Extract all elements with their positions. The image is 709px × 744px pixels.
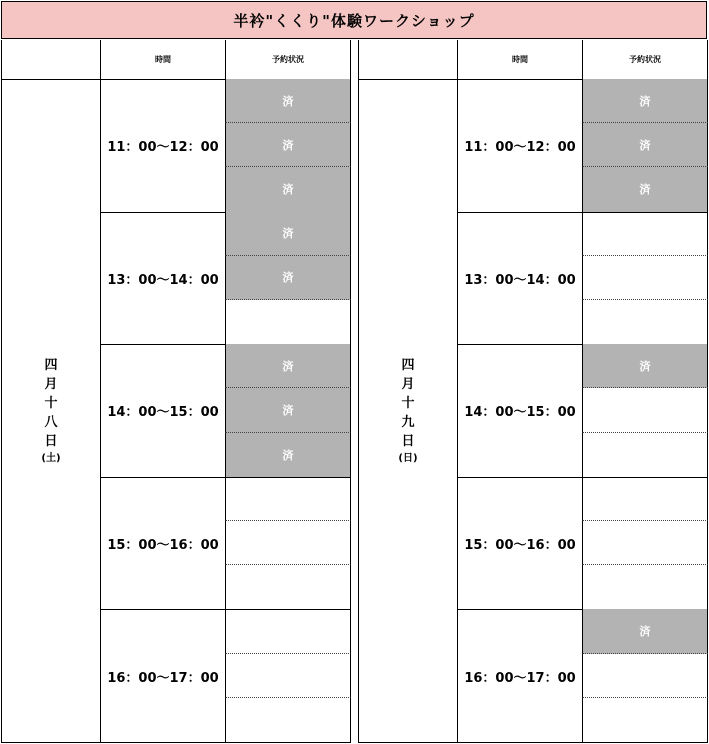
available-cell: [582, 477, 708, 521]
booked-cell: 済: [582, 79, 708, 123]
date-char: 四: [401, 357, 415, 373]
day-panel-right: [358, 40, 708, 743]
date-char: 日: [401, 433, 415, 449]
available-cell: [582, 212, 708, 256]
date-char: 四: [44, 357, 58, 373]
time-slot: 16：00〜17：00: [100, 609, 226, 743]
header-time: 時間: [100, 40, 226, 80]
available-cell: [582, 388, 708, 432]
date-char: 日: [44, 433, 58, 449]
time-slot: 14：00〜15：00: [100, 344, 226, 478]
booked-cell: 済: [225, 256, 351, 300]
header-status: 予約状況: [225, 40, 351, 80]
date-char: 九: [401, 414, 415, 430]
date-char: 十: [44, 395, 58, 411]
available-cell: [225, 521, 351, 565]
date-char: 月: [401, 376, 415, 392]
booked-cell: 済: [582, 344, 708, 388]
date-char: 月: [44, 376, 58, 392]
header-status: 予約状況: [582, 40, 708, 80]
booked-cell: 済: [225, 212, 351, 256]
booked-cell: 済: [582, 167, 708, 212]
available-cell: [225, 609, 351, 653]
booked-cell: 済: [225, 344, 351, 388]
weekday-label: (土): [41, 452, 61, 464]
booked-cell: 済: [225, 79, 351, 123]
available-cell: [582, 698, 708, 743]
booked-cell: 済: [225, 433, 351, 478]
time-slot: 13：00〜14：00: [100, 212, 226, 346]
available-cell: [582, 300, 708, 345]
booked-cell: 済: [225, 388, 351, 432]
date-label: [398, 356, 417, 467]
page-title: 半衿"くくり"体験ワークショップ: [1, 1, 707, 39]
date-cell: [1, 79, 101, 743]
time-slot: 15：00〜16：00: [100, 477, 226, 611]
header-blank-cell: [1, 40, 101, 80]
time-slot: 11：00〜12：00: [100, 79, 226, 213]
booked-cell: 済: [582, 123, 708, 167]
day-panel-left: [1, 40, 351, 743]
available-cell: [582, 256, 708, 300]
date-char: 八: [44, 414, 58, 430]
available-cell: [582, 565, 708, 610]
available-cell: [225, 698, 351, 743]
time-slot: 16：00〜17：00: [457, 609, 583, 743]
time-slot: 13：00〜14：00: [457, 212, 583, 346]
header-blank-cell: [358, 40, 458, 80]
available-cell: [582, 433, 708, 478]
available-cell: [225, 654, 351, 698]
available-cell: [225, 565, 351, 610]
booked-cell: 済: [225, 123, 351, 167]
available-cell: [225, 477, 351, 521]
available-cell: [582, 521, 708, 565]
header-time: 時間: [457, 40, 583, 80]
date-label: [41, 356, 60, 467]
time-slot: 11：00〜12：00: [457, 79, 583, 213]
weekday-label: (日): [398, 452, 418, 464]
available-cell: [225, 300, 351, 345]
booked-cell: 済: [225, 167, 351, 212]
booked-cell: 済: [582, 609, 708, 653]
available-cell: [582, 654, 708, 698]
time-slot: 15：00〜16：00: [457, 477, 583, 611]
date-char: 十: [401, 395, 415, 411]
time-slot: 14：00〜15：00: [457, 344, 583, 478]
date-cell: [358, 79, 458, 743]
